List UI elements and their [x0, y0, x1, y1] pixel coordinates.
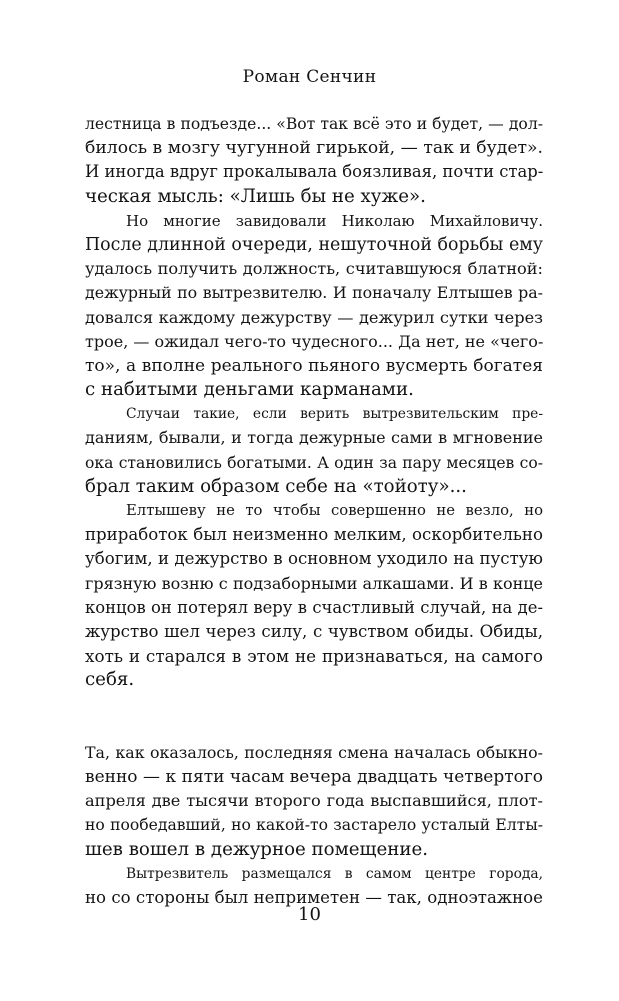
text-line: брал таким образом себе на «тойоту»...	[85, 475, 467, 497]
text-line: приработок был неизменно мелким, оскорбительно	[85, 525, 543, 545]
section-break	[85, 693, 543, 741]
text-line: ока становились богатыми. А один за пару месяцев со-	[85, 453, 543, 472]
text-line: шев вошел в дежурное помещение.	[85, 838, 429, 860]
text-line: лестница в подъезде... «Вот так всё это и будет, — дол-	[85, 115, 543, 133]
text-line: венно — к пяти часам вечера двадцать четвертого	[85, 767, 543, 788]
text-line: Елтышеву не то чтобы совершенно не везло, но	[126, 502, 543, 519]
text-line: журство шел через силу, с чувством обиды. Обиды,	[85, 621, 543, 641]
text-line: Случаи такие, если верить вытрезвительским пре-	[126, 406, 543, 423]
text-line: убогим, и дежурство в основном уходило на пустую	[85, 549, 543, 569]
text-line: концов он потерял веру в счастливый случай, на де-	[85, 597, 543, 617]
text-line: трое, — ожидал чего-то чудесного... Да нет, не «чего-	[85, 331, 544, 351]
text-line: но пообедавший, но какой-то застарело усталый Елты-	[85, 816, 543, 835]
running-head: Роман Сенчин	[242, 67, 377, 87]
text-line: довался каждому дежурству — дежурил сутки через	[85, 307, 543, 327]
text-line: дежурный по вытрезвителю. И поначалу Елтышев ра-	[85, 283, 543, 303]
text-line: то», а вполне реального пьяного вусмерть богатея	[85, 355, 543, 376]
page-number: 10	[298, 904, 321, 925]
text-line: даниям, бывали, и тогда дежурные сами в мгновение	[85, 428, 543, 448]
text-line: с набитыми деньгами карманами.	[85, 379, 414, 401]
text-line: ческая мысль: «Лишь бы не хуже».	[85, 185, 426, 207]
text-line: После длинной очереди, нешуточной борьбы ему	[85, 234, 543, 255]
body-text	[85, 112, 543, 910]
text-line: себя.	[85, 669, 135, 691]
text-line: удалось получить должность, считавшуюся блатной:	[85, 259, 543, 279]
text-line: грязную возню с подзаборными алкашами. И в конце	[85, 573, 543, 593]
text-line: апреля две тысячи второго года выспавшийся, плот-	[85, 791, 543, 811]
text-line: Но многие завидовали Николаю Михайловичу.	[126, 211, 543, 230]
text-line: Та, как оказалось, последняя смена началась обыкно-	[85, 742, 543, 762]
text-line: Вытрезвитель размещался в самом центре города,	[126, 865, 543, 882]
text-line: но со стороны был неприметен — так, одноэтажное	[85, 888, 543, 908]
text-line: хоть и старался в этом не признаваться, на самого	[85, 646, 543, 667]
text-line: И иногда вдруг прокалывала боязливая, почти стар-	[85, 162, 544, 182]
text-line: билось в мозгу чугунной гирькой, — так и будет».	[85, 138, 543, 159]
